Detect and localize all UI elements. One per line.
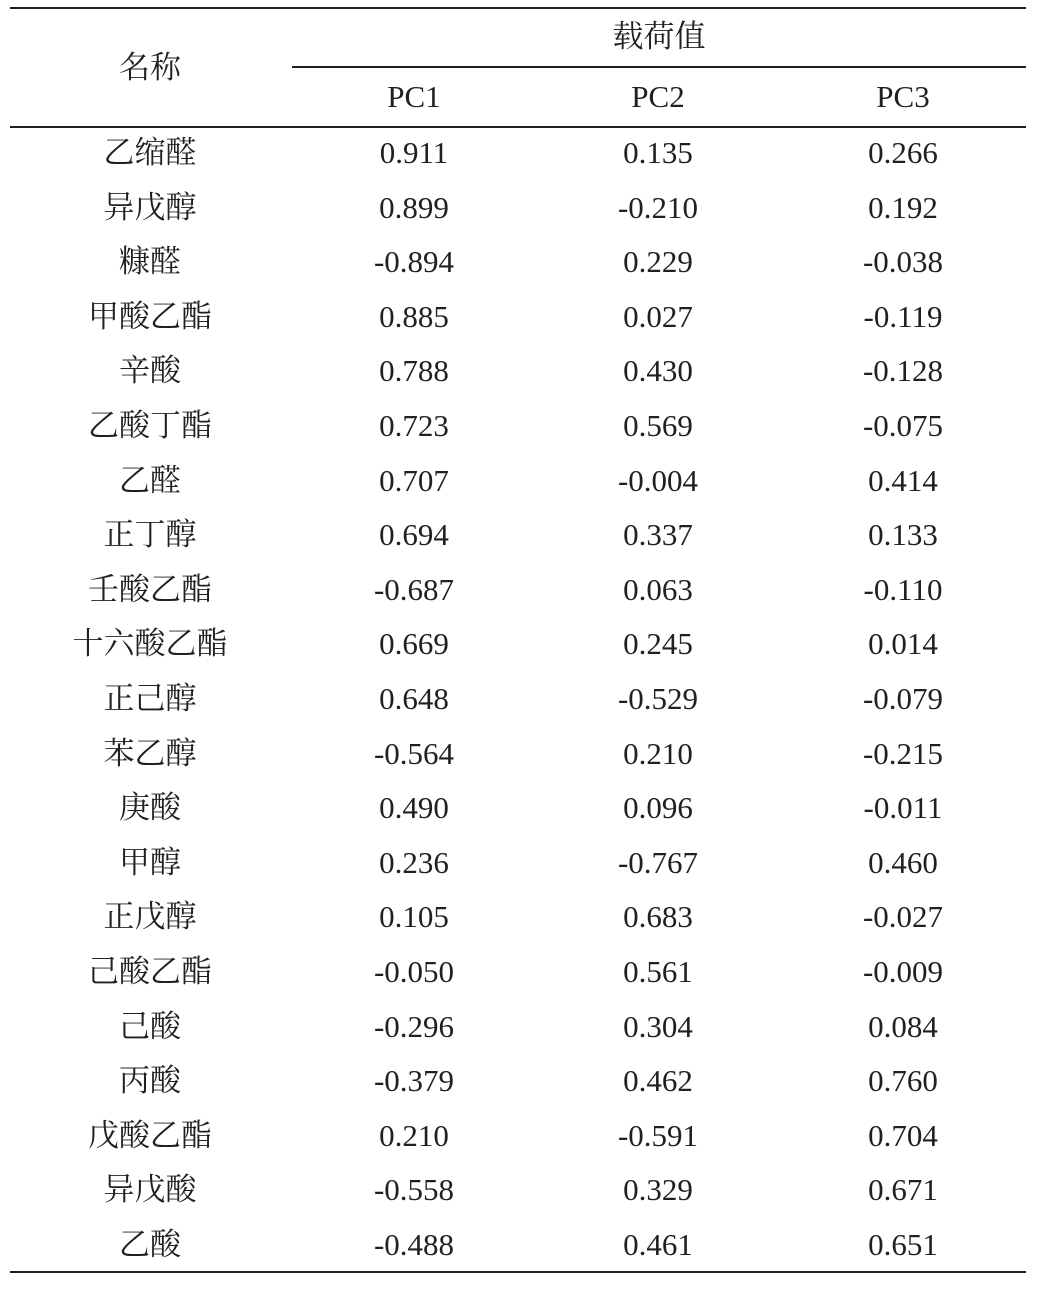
- pc1-value-cell: -0.564: [373, 736, 455, 771]
- name-column-header: 名称: [119, 50, 181, 86]
- compound-name-cell: 乙醛: [119, 463, 181, 499]
- pc3-value-cell: 0.704: [868, 1118, 938, 1153]
- pc1-value-cell: 0.885: [379, 299, 449, 334]
- pc3-value-cell: -0.027: [862, 899, 944, 934]
- compound-name-cell: 乙酸丁酯: [88, 408, 212, 444]
- compound-name-cell: 己酸乙酯: [88, 954, 212, 990]
- pc2-value-cell: -0.529: [617, 681, 699, 716]
- pc1-value-cell: -0.488: [373, 1227, 455, 1262]
- pc3-value-cell: 0.651: [868, 1227, 938, 1262]
- pc3-value-cell: -0.075: [862, 408, 944, 443]
- pc2-value-cell: 0.430: [623, 353, 693, 388]
- compound-name-cell: 甲酸乙酯: [88, 299, 212, 335]
- pc2-value-cell: 0.462: [623, 1063, 693, 1098]
- pc3-value-cell: -0.038: [862, 244, 944, 279]
- pc3-value-cell: 0.266: [868, 135, 938, 170]
- pc2-value-cell: 0.304: [623, 1009, 693, 1044]
- pc1-value-cell: 0.490: [379, 790, 449, 825]
- pc3-value-cell: 0.133: [868, 517, 938, 552]
- group-header-rule: [292, 66, 1026, 68]
- header-bottom-rule: [10, 126, 1026, 128]
- pc3-value-cell: -0.009: [862, 954, 944, 989]
- pc3-value-cell: -0.128: [862, 353, 944, 388]
- compound-name-cell: 壬酸乙酯: [88, 572, 212, 608]
- pc3-value-cell: 0.460: [868, 845, 938, 880]
- pc2-value-cell: 0.329: [623, 1172, 693, 1207]
- pc1-value-cell: -0.296: [373, 1009, 455, 1044]
- table-top-rule: [10, 7, 1026, 9]
- pc2-value-cell: 0.096: [623, 790, 693, 825]
- compound-name-cell: 戊酸乙酯: [88, 1118, 212, 1154]
- pc3-value-cell: -0.215: [862, 736, 944, 771]
- pc2-value-cell: 0.063: [623, 572, 693, 607]
- pc1-value-cell: -0.050: [373, 954, 455, 989]
- pc3-value-cell: 0.084: [868, 1009, 938, 1044]
- pc1-value-cell: 0.899: [379, 190, 449, 225]
- pc2-value-cell: 0.245: [623, 626, 693, 661]
- pc3-column-header: PC3: [876, 79, 930, 114]
- compound-name-cell: 己酸: [119, 1009, 181, 1045]
- table-bottom-rule: [10, 1271, 1026, 1273]
- compound-name-cell: 庚酸: [119, 790, 181, 826]
- pc1-value-cell: 0.911: [379, 135, 449, 170]
- pc3-value-cell: 0.192: [868, 190, 938, 225]
- pc3-value-cell: 0.014: [868, 626, 938, 661]
- pc3-value-cell: 0.671: [868, 1172, 938, 1207]
- compound-name-cell: 辛酸: [119, 353, 181, 389]
- compound-name-cell: 异戊酸: [103, 1172, 197, 1208]
- compound-name-cell: 丙酸: [119, 1063, 181, 1099]
- compound-name-cell: 糠醛: [119, 244, 181, 280]
- pc2-value-cell: 0.210: [623, 736, 693, 771]
- compound-name-cell: 正己醇: [103, 681, 197, 717]
- pc1-value-cell: -0.894: [373, 244, 455, 279]
- compound-name-cell: 正戊醇: [103, 899, 197, 935]
- pc3-value-cell: 0.414: [868, 463, 938, 498]
- pc1-value-cell: 0.723: [379, 408, 449, 443]
- pc2-column-header: PC2: [631, 79, 685, 114]
- pc3-value-cell: -0.011: [863, 790, 943, 825]
- pc3-value-cell: -0.119: [863, 299, 943, 334]
- compound-name-cell: 异戊醇: [103, 190, 197, 226]
- pc2-value-cell: 0.135: [623, 135, 693, 170]
- pc1-value-cell: 0.669: [379, 626, 449, 661]
- pc2-value-cell: 0.461: [623, 1227, 693, 1262]
- loading-value-group-header: 载荷值: [612, 19, 706, 55]
- pc1-value-cell: 0.694: [379, 517, 449, 552]
- pc1-value-cell: 0.236: [379, 845, 449, 880]
- pc2-value-cell: 0.561: [623, 954, 693, 989]
- pc2-value-cell: 0.337: [623, 517, 693, 552]
- pc1-value-cell: 0.707: [379, 463, 449, 498]
- pc3-value-cell: -0.079: [862, 681, 944, 716]
- pc2-value-cell: -0.767: [617, 845, 699, 880]
- pc2-value-cell: 0.683: [623, 899, 693, 934]
- pc2-value-cell: -0.004: [617, 463, 699, 498]
- pc1-value-cell: 0.105: [379, 899, 449, 934]
- pc1-column-header: PC1: [387, 79, 441, 114]
- pc1-value-cell: 0.210: [379, 1118, 449, 1153]
- pc2-value-cell: 0.569: [623, 408, 693, 443]
- pc2-value-cell: -0.210: [617, 190, 699, 225]
- pc1-value-cell: -0.379: [373, 1063, 455, 1098]
- compound-name-cell: 苯乙醇: [103, 736, 197, 772]
- compound-name-cell: 乙酸: [119, 1227, 181, 1263]
- pc1-value-cell: -0.558: [373, 1172, 455, 1207]
- pc2-value-cell: 0.027: [623, 299, 693, 334]
- compound-name-cell: 乙缩醛: [103, 135, 197, 171]
- compound-name-cell: 十六酸乙酯: [72, 626, 228, 662]
- pc3-value-cell: -0.110: [863, 572, 943, 607]
- compound-name-cell: 正丁醇: [103, 517, 197, 553]
- pc1-value-cell: 0.788: [379, 353, 449, 388]
- pc2-value-cell: 0.229: [623, 244, 693, 279]
- pc1-value-cell: -0.687: [373, 572, 455, 607]
- compound-name-cell: 甲醇: [119, 845, 181, 881]
- pc3-value-cell: 0.760: [868, 1063, 938, 1098]
- pc1-value-cell: 0.648: [379, 681, 449, 716]
- pc2-value-cell: -0.591: [617, 1118, 699, 1153]
